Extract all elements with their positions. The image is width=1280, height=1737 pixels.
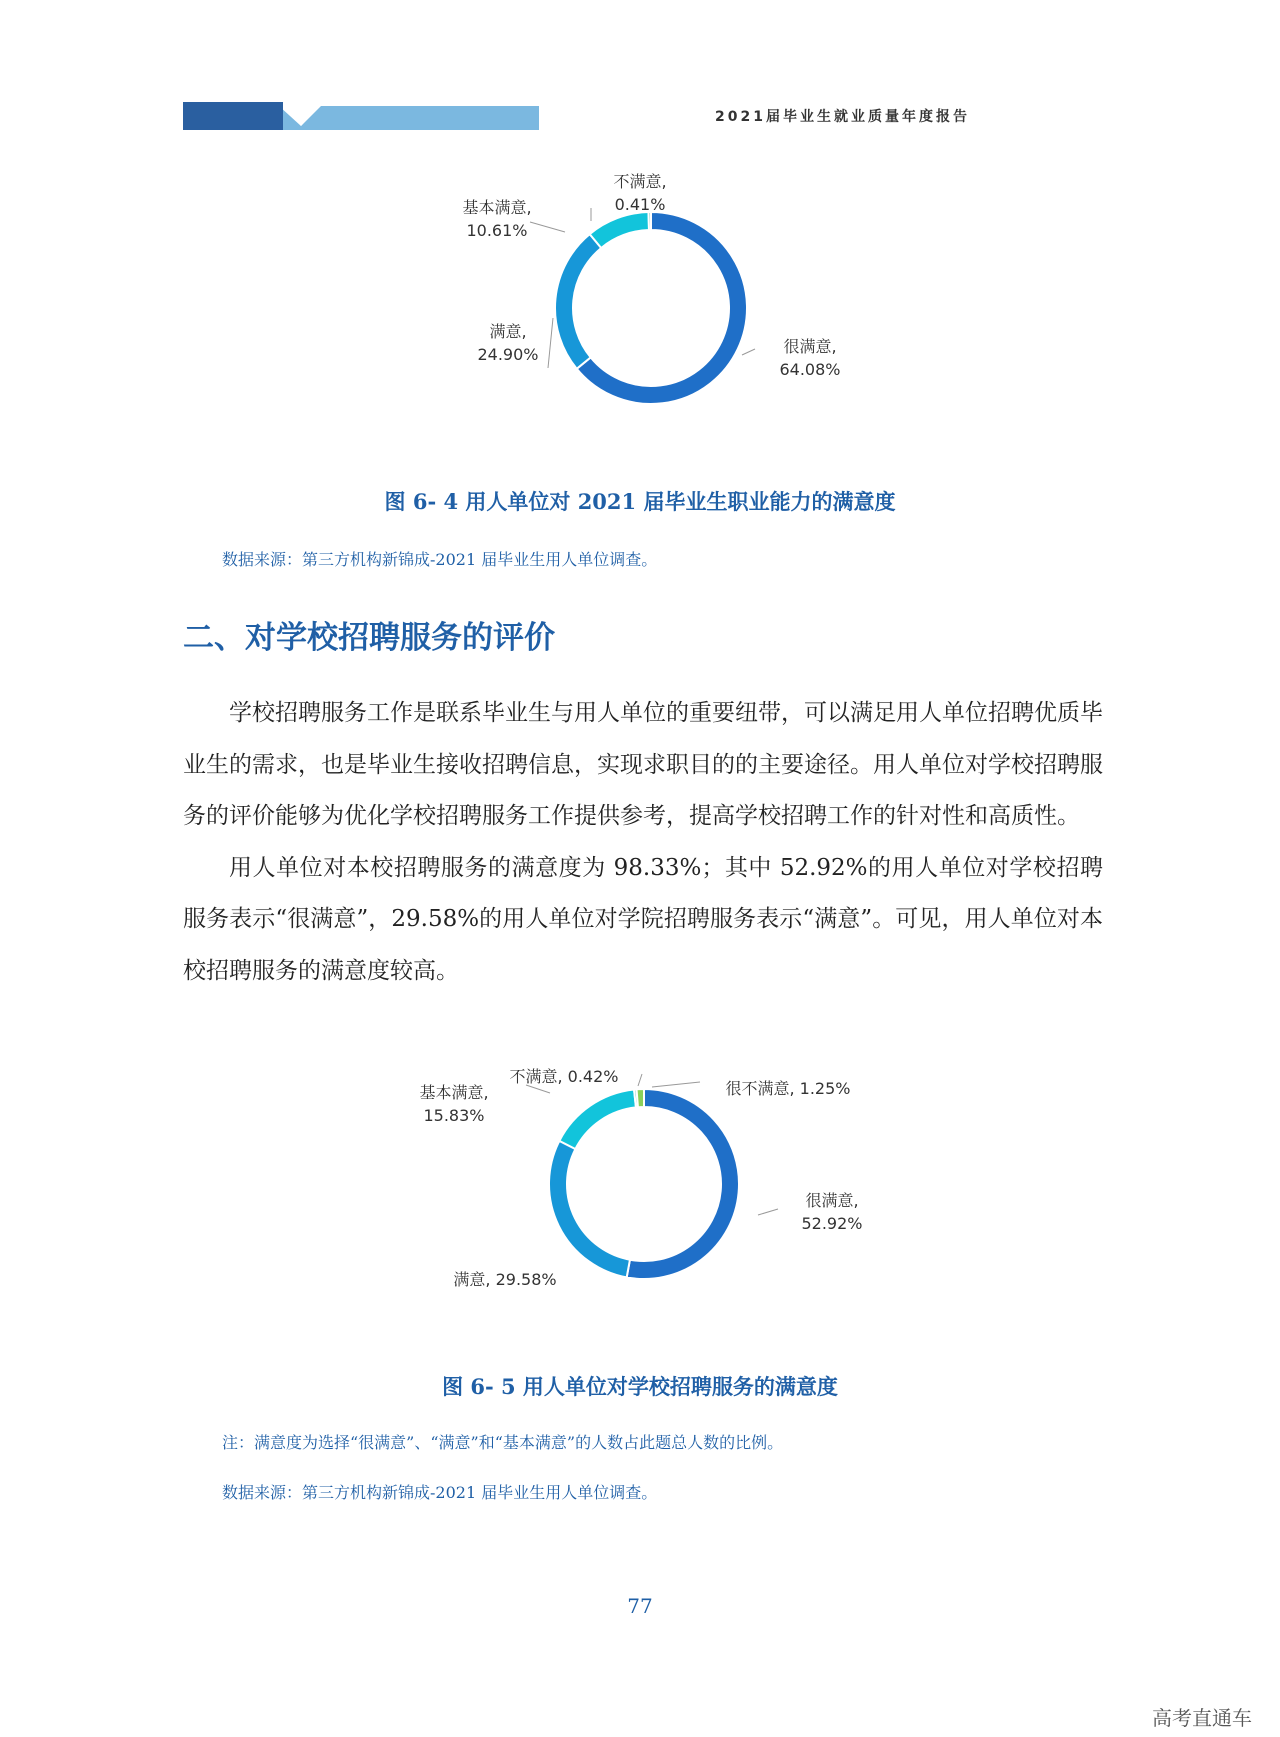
slice-value-satisfied: 24.90%: [477, 345, 539, 364]
report-header-title: 2021届毕业生就业质量年度报告: [715, 109, 970, 125]
body-paragraph: 用人单位对本校招聘服务的满意度为 98.33%；其中 52.92%的用人单位对学校招聘服务表示“很满意”，29.58%的用人单位对学院招聘服务表示“满意”。可见，用人单位对本校招聘服务的满意度较高。: [183, 854, 1103, 984]
slice-value-very-satisfied: 52.92%: [801, 1214, 863, 1233]
slice-label-dissatisfied: 不满意, 0.42%: [509, 1067, 619, 1086]
slice-value-basic-satisfied: 15.83%: [423, 1106, 485, 1125]
leader-line: [526, 1085, 550, 1093]
figure-caption: 图 6- 4 用人单位对 2021 届毕业生职业能力的满意度: [384, 489, 896, 514]
section-heading: 二、对学校招聘服务的评价: [183, 620, 555, 656]
figure-caption: 图 6- 5 用人单位对学校招聘服务的满意度: [442, 1374, 838, 1399]
slice-label-very-satisfied: 很满意,: [805, 1191, 859, 1210]
slice-label-very-dissatisfied: 很不满意, 1.25%: [725, 1079, 851, 1098]
leader-line: [530, 222, 565, 232]
donut-slice: [559, 1090, 636, 1150]
slice-label-basic-satisfied: 基本满意,: [462, 198, 532, 217]
body-paragraph: 学校招聘服务工作是联系毕业生与用人单位的重要纽带，可以满足用人单位招聘优质毕业生的需求，也是毕业生接收招聘信息，实现求职目的的主要途径。用人单位对学校招聘服务的评价能够为优化学校招聘服务工作提供参考，提高学校招聘工作的针对性和高质性。: [183, 700, 1103, 829]
slice-value-very-satisfied: 64.08%: [779, 360, 841, 379]
slice-label-satisfied: 满意,: [489, 322, 527, 341]
leader-line: [652, 1082, 700, 1087]
donut-chart-recruitment-service: [380, 1060, 900, 1340]
data-source-note: 数据来源：第三方机构新锦成-2021 届毕业生用人单位调查。: [222, 550, 658, 569]
leader-line: [742, 349, 755, 355]
page-number: 77: [627, 1594, 653, 1618]
figure-note: 注：满意度为选择“很满意”、“满意”和“基本满意”的人数占此题总人数的比例。: [222, 1433, 784, 1452]
donut-slice: [549, 1141, 630, 1278]
slice-label-basic-satisfied: 基本满意,: [419, 1083, 489, 1102]
donut-slice: [590, 212, 649, 248]
section-body: [183, 688, 1103, 997]
slice-label-satisfied: 满意, 29.58%: [453, 1270, 557, 1289]
data-source-note: 数据来源：第三方机构新锦成-2021 届毕业生用人单位调查。: [222, 1483, 658, 1502]
donut-slice: [649, 212, 651, 230]
slice-value-basic-satisfied: 10.61%: [466, 221, 528, 240]
donut-slice: [637, 1089, 644, 1107]
leader-line: [638, 1074, 642, 1086]
donut-slice: [555, 234, 601, 369]
leader-line: [548, 318, 553, 368]
slice-value-dissatisfied: 0.41%: [614, 195, 666, 214]
donut-slice: [627, 1089, 739, 1279]
watermark: 高考直通车: [1152, 1706, 1252, 1730]
header-banner: [183, 102, 539, 130]
slice-label-very-satisfied: 很满意,: [783, 337, 837, 356]
slice-label-dissatisfied: 不满意,: [613, 172, 667, 191]
donut-chart-career-ability: [400, 160, 880, 450]
leader-line: [758, 1209, 778, 1215]
